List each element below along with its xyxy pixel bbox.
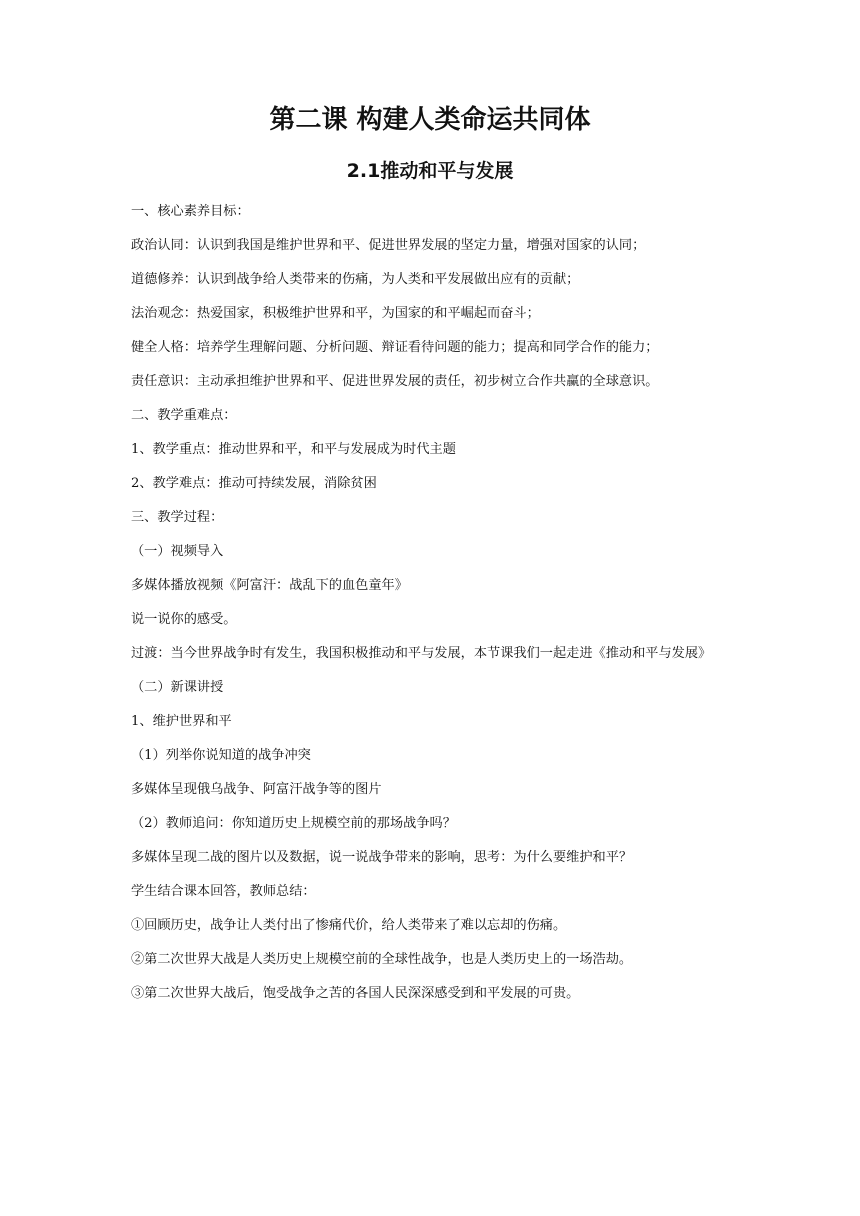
- paragraph-rule-of-law: 法治观念：热爱国家，积极维护世界和平，为国家的和平崛起而奋斗；: [131, 306, 540, 321]
- paragraph-list-conflicts: （1）列举你说知道的战争冲突: [131, 748, 311, 763]
- paragraph-moral-cultivation: 道德修养：认识到战争给人类带来的伤痛，为人类和平发展做出应有的贡献；: [131, 272, 580, 287]
- paragraph-core-goals-heading: 一、核心素养目标：: [131, 204, 250, 219]
- paragraph-maintain-peace: 1、维护世界和平: [131, 714, 232, 729]
- paragraph-responsibility: 责任意识：主动承担维护世界和平、促进世界发展的责任，初步树立合作共赢的全球意识。: [131, 374, 659, 389]
- paragraph-point-1: ①回顾历史，战争让人类付出了惨痛代价，给人类带来了难以忘却的伤痛。: [131, 918, 567, 933]
- paragraph-key-points-heading: 二、教学重难点：: [131, 408, 237, 423]
- document-body: [131, 200, 737, 1016]
- paragraph-sound-personality: 健全人格：培养学生理解问题、分析问题、辩证看待问题的能力；提高和同学合作的能力；: [131, 340, 659, 355]
- section-subtitle: 2.1推动和平与发展: [346, 160, 514, 182]
- paragraph-teacher-question: （2）教师追问：你知道历史上规模空前的那场战争吗？: [131, 816, 456, 831]
- paragraph-difficult-point: 2、教学难点：推动可持续发展，消除贫困: [131, 476, 377, 491]
- paragraph-political-identity: 政治认同：认识到我国是维护世界和平、促进世界发展的坚定力量，增强对国家的认同；: [131, 238, 646, 253]
- paragraph-war-images: 多媒体呈现俄乌战争、阿富汗战争等的图片: [131, 782, 382, 797]
- lesson-title: 第二课 构建人类命运共同体: [269, 105, 591, 135]
- paragraph-key-point: 1、教学重点：推动世界和平，和平与发展成为时代主题: [131, 442, 456, 457]
- paragraph-new-lesson: （二）新课讲授: [131, 680, 224, 695]
- paragraph-point-2: ②第二次世界大战是人类历史上规模空前的全球性战争，也是人类历史上的一场浩劫。: [131, 952, 633, 967]
- paragraph-process-heading: 三、教学过程：: [131, 510, 224, 525]
- paragraph-ww2-data: 多媒体呈现二战的图片以及数据，说一说战争带来的影响，思考：为什么要维护和平？: [131, 850, 633, 865]
- paragraph-share-feelings: 说一说你的感受。: [131, 612, 237, 627]
- paragraph-video-intro: （一）视频导入: [131, 544, 224, 559]
- paragraph-video-play: 多媒体播放视频《阿富汗：战乱下的血色童年》: [131, 578, 408, 593]
- paragraph-teacher-summary: 学生结合课本回答，教师总结：: [131, 884, 316, 899]
- paragraph-transition: 过渡：当今世界战争时有发生，我国积极推动和平与发展，本节课我们一起走进《推动和平与发展》: [131, 646, 712, 661]
- paragraph-point-3: ③第二次世界大战后，饱受战争之苦的各国人民深深感受到和平发展的可贵。: [131, 986, 580, 1001]
